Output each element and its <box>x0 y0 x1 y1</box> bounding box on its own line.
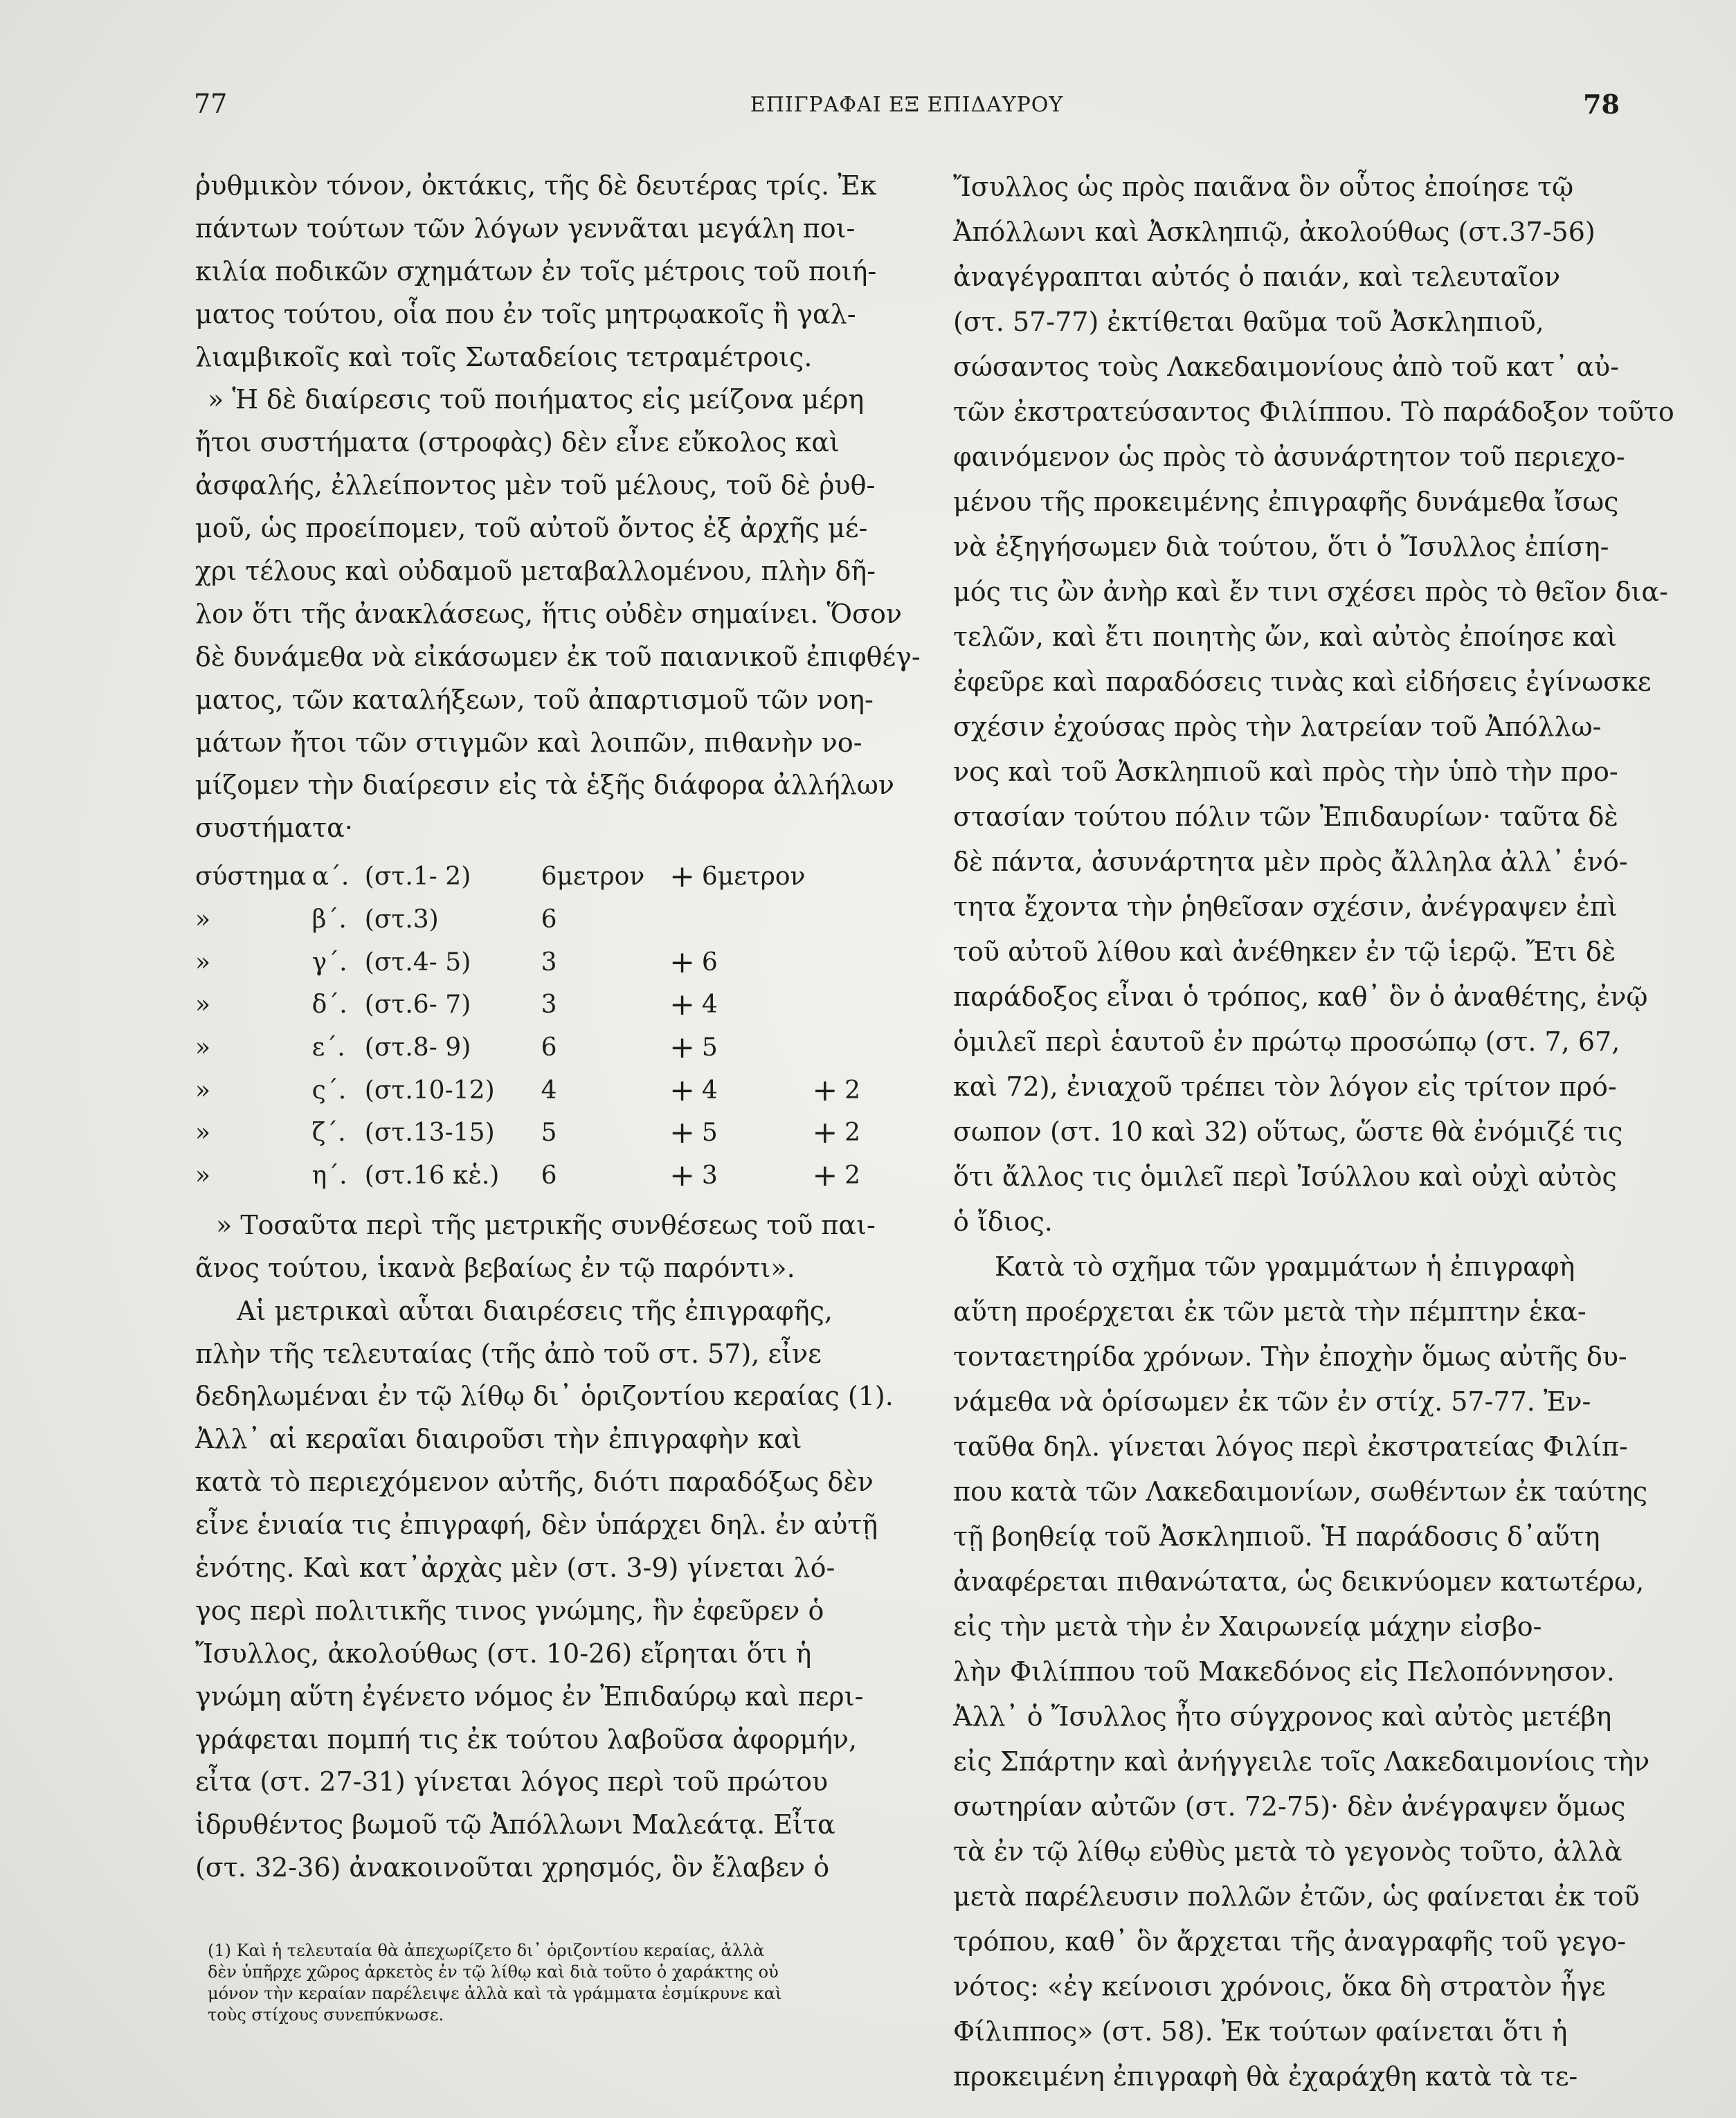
text-line: ῥυθμικὸν τόνον, ὀκτάκις, τῆς δὲ δευτέρας τρίς. Ἐκ <box>195 170 877 201</box>
text-line: Ἀλλ᾽ ὁ Ἴσυλλος ἦτο σύγχρονος καὶ αὐτὸς μετέβη <box>953 1701 1612 1732</box>
left-paragraph-4 <box>195 1290 894 1890</box>
text-line: τῇ βοηθείᾳ τοῦ Ἀσκληπιοῦ. Ἡ παράδοσις δ᾽αὕτη <box>953 1521 1600 1552</box>
table-cell: 6μετρον <box>701 862 806 891</box>
page-header <box>194 89 1620 130</box>
table-cell: β΄. <box>311 905 347 934</box>
text-line: ἑνότης. Καὶ κατ᾽ἀρχὰς μὲν (στ. 3-9) γίνεται λό- <box>195 1553 835 1583</box>
footnote-line: δὲν ὑπῆρχε χῶρος ἀρκετὸς ἐν τῷ λίθῳ καὶ διὰ τοῦτο ὁ χαράκτης οὐ <box>208 1962 779 1982</box>
left-paragraph-3 <box>195 1204 894 1290</box>
right-column <box>953 165 1674 2099</box>
table-cell: (στ. <box>364 862 413 891</box>
table-cell <box>844 984 894 1026</box>
table-row <box>195 856 894 898</box>
text-line: δὲ δυνάμεθα νὰ εἰκάσωμεν ἐκ τοῦ παιανικοῦ ἐπιφθέγ- <box>195 641 921 672</box>
text-line: » Ἡ δὲ διαίρεσις τοῦ ποιήματος εἰς μείζονα μέρη <box>208 384 865 415</box>
text-line: εἶτα (στ. 27-31) γίνεται λόγος περὶ τοῦ πρώτου <box>195 1766 829 1798</box>
text-line: γος περὶ πολιτικῆς τινος γνώμης, ἣν ἐφεῦρεν ὁ <box>195 1595 824 1626</box>
table-cell: + <box>812 1115 838 1151</box>
table-cell: σύστημα <box>195 862 307 891</box>
text-line: λὴν Φιλίππου τοῦ Μακεδόνος εἰς Πελοπόννησον. <box>953 1656 1615 1687</box>
text-line: ματος, τῶν καταλήξεων, τοῦ ἀπαρτισμοῦ τῶν νοη- <box>195 684 874 715</box>
table-cell: 6 <box>541 1033 557 1062</box>
left-paragraph-1 <box>195 165 894 379</box>
text-line: τρόπου, καθ᾽ ὃν ἄρχεται τῆς ἀναγραφῆς τοῦ γεγο- <box>953 1926 1627 1957</box>
text-line: στασίαν τούτου πόλιν τῶν Ἐπιδαυρίων· ταῦτα δὲ <box>953 802 1618 832</box>
table-cell: » <box>195 1076 211 1105</box>
table-cell: (στ. <box>364 990 413 1020</box>
text-line: εἰς Σπάρτην καὶ ἀνήγγειλε τοῖς Λακεδαιμονίοις τὴν <box>953 1746 1650 1777</box>
table-cell <box>805 941 844 984</box>
text-line: σχέσιν ἐχούσας πρὸς τὴν λατρείαν τοῦ Ἀπόλλω- <box>953 712 1602 742</box>
text-line: πάντων τούτων τῶν λόγων γεννᾶται μεγάλη ποι- <box>195 212 856 244</box>
text-line: ταῦθα δηλ. γίνεται λόγος περὶ ἐκστρατείας Φιλίπ- <box>953 1431 1628 1462</box>
table-cell: 4 <box>701 990 718 1020</box>
text-line: τῶν ἐκστρατεύσαντος Φιλίππου. Τὸ παράδοξον τοῦτο <box>953 397 1674 427</box>
table-cell: » <box>195 990 211 1020</box>
footnote <box>208 1940 907 2026</box>
text-line: ἤτοι συστήματα (στροφὰς) δὲν εἶνε εὔκολος καὶ <box>195 427 840 458</box>
table-cell: 4 <box>541 1076 557 1105</box>
text-line: τονταετηρίδα χρόνων. Τὴν ἐποχὴν ὅμως αὐτῆς δυ- <box>953 1341 1627 1372</box>
table-cell: 10-12) <box>413 1076 495 1105</box>
table-row <box>195 984 894 1026</box>
table-row <box>195 941 894 984</box>
text-line: μίζομεν τὴν διαίρεσιν εἰς τὰ ἑξῆς διάφορα ἀλλήλων <box>195 770 894 801</box>
text-line: εἶνε ἑνιαία τις ἐπιγραφή, δὲν ὑπάρχει δηλ. ἐν αὐτῇ <box>195 1510 878 1541</box>
table-cell: 6μετρον <box>541 862 645 891</box>
table-cell: 6 <box>701 948 718 977</box>
table-cell: (στ. <box>364 1076 413 1105</box>
table-cell: 1- 2) <box>413 862 471 891</box>
table-cell: + <box>669 859 695 895</box>
text-line: τητα ἔχοντα τὴν ῥηθεῖσαν σχέσιν, ἀνέγραψεν ἐπὶ <box>953 891 1618 922</box>
right-paragraph-1 <box>953 165 1674 1244</box>
text-line: παράδοξος εἶναι ὁ τρόπος, καθ᾽ ὃν ὁ ἀναθέτης, ἐνῷ <box>953 981 1648 1012</box>
table-cell: ς΄. <box>311 1076 347 1105</box>
table-cell: ζ΄. <box>311 1119 346 1148</box>
table-row <box>195 1155 894 1197</box>
table-cell: + <box>669 1158 695 1194</box>
table-cell <box>844 856 894 898</box>
table-cell: α΄. <box>311 862 350 891</box>
text-line: λον ὅτι τῆς ἀνακλάσεως, ἥτις οὐδὲν σημαίνει. Ὅσον <box>195 598 902 629</box>
text-line: σώσαντος τοὺς Λακεδαιμονίους ἀπὸ τοῦ κατ᾽ αὐ- <box>953 352 1619 382</box>
table-cell: δ΄. <box>311 990 347 1020</box>
table-cell: 2 <box>844 1161 861 1191</box>
page-number-left: 77 <box>194 89 228 119</box>
table-cell: 6 <box>541 1161 557 1191</box>
table-cell: 8- 9) <box>413 1033 471 1062</box>
table-cell: 5 <box>701 1119 718 1148</box>
text-line: κιλία ποδικῶν σχημάτων ἐν τοῖς μέτροις τοῦ ποιή- <box>195 255 877 287</box>
text-line: προκειμένη ἐπιγραφὴ θὰ ἐχαράχθη κατὰ τὰ τε- <box>953 2061 1578 2092</box>
text-line: δεδηλωμέναι ἐν τῷ λίθῳ δι᾽ ὁριζοντίου κεραίας (1). <box>195 1381 894 1412</box>
text-line: συστήματα· <box>195 813 353 844</box>
table-cell: 2 <box>844 1076 861 1105</box>
table-cell: (στ. <box>364 905 413 934</box>
text-line: χρι τέλους καὶ οὐδαμοῦ μεταβαλλομένου, πλὴν δῆ- <box>195 556 876 587</box>
table-cell: 3 <box>541 990 557 1020</box>
text-line: σωπον (στ. 10 καὶ 32) οὕτως, ὥστε θὰ ἐνόμιζέ τις <box>953 1116 1623 1147</box>
table-row <box>195 1112 894 1155</box>
table-cell: (στ. <box>364 1033 413 1062</box>
table-cell: 16 κἑ.) <box>413 1161 500 1191</box>
text-line: Αἱ μετρικαὶ αὗται διαιρέσεις τῆς ἐπιγραφῆς, <box>237 1295 833 1326</box>
text-line: Ἀλλ᾽ αἱ κεραῖαι διαιροῦσι τὴν ἐπιγραφὴν καὶ <box>195 1424 802 1455</box>
text-line: ᾶνος τούτου, ἱκανὰ βεβαίως ἐν τῷ παρόντι». <box>195 1252 795 1283</box>
table-cell: η΄. <box>311 1161 347 1191</box>
table-row <box>195 898 894 941</box>
text-line: νότος: «ἐγ κείνοισι χρόνοις, ὅκα δὴ στρατὸν ἦγε <box>953 1971 1606 2002</box>
text-line: ἀναγέγραπται αὐτός ὁ παιάν, καὶ τελευταῖον <box>953 262 1561 292</box>
table-cell: 4- 5) <box>413 948 471 977</box>
table-cell <box>844 898 894 941</box>
table-cell: (στ. <box>364 1161 413 1191</box>
table-cell: 3) <box>413 905 439 934</box>
table-cell: 5 <box>701 1033 718 1062</box>
table-cell: + <box>812 1158 838 1194</box>
text-line: (στ. 57-77) ἐκτίθεται θαῦμα τοῦ Ἀσκληπιοῦ, <box>953 307 1544 337</box>
table-cell: 3 <box>541 948 557 977</box>
text-line: ἐφεῦρε καὶ παραδόσεις τινὰς καὶ εἰδήσεις ἐγίνωσκε <box>953 667 1652 697</box>
table-cell: + <box>669 1072 695 1108</box>
text-line: μάτων ἤτοι τῶν στιγμῶν καὶ λοιπῶν, πιθανὴν νο- <box>195 727 862 758</box>
table-cell: (στ. <box>364 948 413 977</box>
table-cell: » <box>195 1161 211 1191</box>
table-cell <box>702 898 806 941</box>
text-line: δὲ πάντα, ἀσυνάρτητα μὲν πρὸς ἄλληλα ἀλλ᾽ ἑνό- <box>953 847 1628 877</box>
table-cell: + <box>669 1115 695 1151</box>
text-line: τελῶν, καὶ ἔτι ποιητὴς ὤν, καὶ αὐτὸς ἐποίησε καὶ <box>953 622 1618 652</box>
table-cell: 3 <box>701 1161 718 1191</box>
text-line: Ἴσυλλος ὡς πρὸς παιᾶνα ὃν οὗτος ἐποίησε τῷ <box>953 172 1574 202</box>
table-cell: 6 <box>541 905 557 934</box>
text-line: Κατὰ τὸ σχῆμα τῶν γραμμάτων ἡ ἐπιγραφὴ <box>995 1251 1575 1282</box>
right-paragraph-2 <box>953 1244 1650 2099</box>
text-line: καὶ 72), ἐνιαχοῦ τρέπει τὸν λόγον εἰς τρίτον πρό- <box>953 1071 1617 1102</box>
text-line: σωτηρίαν αὐτῶν (στ. 72-75)· δὲν ἀνέγραψεν ὅμως <box>953 1791 1626 1822</box>
page-number-right: 78 <box>1583 89 1620 120</box>
text-line: ἀσφαλής, ἐλλείποντος μὲν τοῦ μέλους, τοῦ δὲ ῥυθ- <box>195 470 876 501</box>
text-line: φαινόμενον ὡς πρὸς τὸ ἀσυνάρτητον τοῦ περιεχο- <box>953 442 1625 472</box>
footnote-line: τοὺς στίχους συνεπύκνωσε. <box>208 2005 444 2025</box>
table-cell: γ΄. <box>311 948 347 977</box>
text-line: μός τις ὢν ἀνὴρ καὶ ἔν τινι σχέσει πρὸς τὸ θεῖον δια- <box>953 577 1668 607</box>
text-line: κατὰ τὸ περιεχόμενον αὐτῆς, διότι παραδόξως δὲν <box>195 1467 874 1498</box>
left-column <box>195 165 921 1890</box>
table-cell: 5 <box>541 1119 557 1148</box>
text-line: μένου τῆς προκειμένης ἐπιγραφῆς δυνάμεθα ἴσως <box>953 487 1619 517</box>
text-line: γνώμη αὕτη ἐγένετο νόμος ἐν Ἐπιδαύρῳ καὶ περι- <box>195 1681 864 1712</box>
table-cell: ε΄. <box>311 1033 345 1062</box>
text-line: που κατὰ τῶν Λακεδαιμονίων, σωθέντων ἐκ ταύτης <box>953 1476 1648 1507</box>
text-line: νάμεθα νὰ ὁρίσωμεν ἐκ τῶν ἐν στίχ. 57-77. Ἐν- <box>953 1386 1591 1417</box>
table-cell <box>844 1026 894 1069</box>
text-line: Ἴσυλλος, ἀκολούθως (στ. 10-26) εἴρηται ὅτι ἡ <box>195 1638 812 1669</box>
text-line: Ἀπόλλωνι καὶ Ἀσκληπιῷ, ἀκολούθως (στ.37-56) <box>953 217 1595 247</box>
text-line: ἀναφέρεται πιθανώτατα, ὡς δεικνύομεν κατωτέρω, <box>953 1566 1645 1597</box>
table-cell <box>805 984 844 1026</box>
text-line: ὅτι ἄλλος τις ὁμιλεῖ περὶ Ἰσύλλου καὶ οὐχὶ αὐτὸς <box>953 1161 1617 1192</box>
table-row <box>195 1026 894 1069</box>
table-cell <box>662 898 702 941</box>
table-cell: » <box>195 1119 211 1148</box>
table-cell: + <box>669 987 695 1023</box>
table-cell: 13-15) <box>413 1119 495 1148</box>
text-line: πλὴν τῆς τελευταίας (τῆς ἀπὸ τοῦ στ. 57), εἶνε <box>195 1338 822 1369</box>
table-cell: + <box>669 1030 695 1066</box>
table-cell: + <box>669 944 695 980</box>
table-row <box>195 1069 894 1112</box>
table-cell: » <box>195 1033 211 1062</box>
table-cell: 4 <box>701 1076 718 1105</box>
text-line: λιαμβικοῖς καὶ τοῖς Σωταδείοις τετραμέτροις. <box>195 341 813 372</box>
table-cell <box>844 941 894 984</box>
footnote-line: (1) Καὶ ἡ τελευταία θὰ ἀπεχωρίζετο δι᾽ ὁριζοντίου κεραίας, ἀλλὰ <box>208 1941 765 1960</box>
text-line: τὰ ἐν τῷ λίθῳ εὐθὺς μετὰ τὸ γεγονὸς τοῦτο, ἀλλὰ <box>953 1836 1622 1867</box>
text-line: ὁμιλεῖ περὶ ἑαυτοῦ ἐν πρώτῳ προσώπῳ (στ. 7, 67, <box>953 1026 1620 1057</box>
text-line: ὁ ἴδιος. <box>953 1206 1053 1237</box>
table-cell: » <box>195 905 211 934</box>
left-paragraph-2 <box>195 379 921 850</box>
table-cell <box>805 898 844 941</box>
text-line: νος καὶ τοῦ Ἀσκληπιοῦ καὶ πρὸς τὴν ὑπὸ τὴν προ- <box>953 757 1618 787</box>
text-line: εἰς τὴν μετὰ τὴν ἐν Χαιρωνείᾳ μάχην εἰσβο- <box>953 1611 1542 1642</box>
text-line: » Τοσαῦτα περὶ τῆς μετρικῆς συνθέσεως τοῦ παι- <box>216 1209 876 1240</box>
running-title: ΕΠΙΓΡΑΦΑΙ ΕΞ ΕΠΙΔΑΥΡΟΥ <box>750 93 1064 117</box>
text-line: Φίλιππος» (στ. 58). Ἐκ τούτων φαίνεται ὅτι ἡ <box>953 2016 1568 2047</box>
text-line: (στ. 32-36) ἀνακοινοῦται χρησμός, ὃν ἔλαβεν ὁ <box>195 1852 830 1883</box>
table-cell: 2 <box>844 1119 861 1148</box>
text-line: γράφεται πομπή τις ἐκ τούτου λαβοῦσα ἀφορμήν, <box>195 1723 858 1755</box>
text-line: αὕτη προέρχεται ἐκ τῶν μετὰ τὴν πέμπτην ἑκα- <box>953 1296 1586 1327</box>
footnote-line: μόνον τὴν κεραίαν παρέλειψε ἀλλὰ καὶ τὰ γράμματα ἐσμίκρυνε καὶ <box>208 1984 782 2003</box>
text-line: ματος τούτου, οἷα που ἐν τοῖς μητρῳακοῖς ἢ γαλ- <box>195 298 856 329</box>
text-line: μοῦ, ὡς προείπομεν, τοῦ αὐτοῦ ὄντος ἐξ ἀρχῆς μέ- <box>195 513 868 544</box>
table-cell: 6- 7) <box>413 990 471 1020</box>
text-line: τοῦ αὐτοῦ λίθου καὶ ἀνέθηκεν ἐν τῷ ἱερῷ. Ἔτι δὲ <box>953 936 1616 967</box>
table-cell <box>805 1026 844 1069</box>
table-cell <box>805 856 844 898</box>
text-line: μετὰ παρέλευσιν πολλῶν ἐτῶν, ὡς φαίνεται ἐκ τοῦ <box>953 1881 1640 1912</box>
table-cell: (στ. <box>364 1119 413 1148</box>
text-line: ἱδρυθέντος βωμοῦ τῷ Ἀπόλλωνι Μαλεάτᾳ. Εἶτα <box>195 1809 835 1840</box>
text-line: νὰ ἐξηγήσωμεν διὰ τούτου, ὅτι ὁ Ἴσυλλος ἐπίση- <box>953 532 1609 562</box>
table-cell: + <box>812 1072 838 1108</box>
table-cell: » <box>195 948 211 977</box>
systems-table <box>195 856 894 1197</box>
